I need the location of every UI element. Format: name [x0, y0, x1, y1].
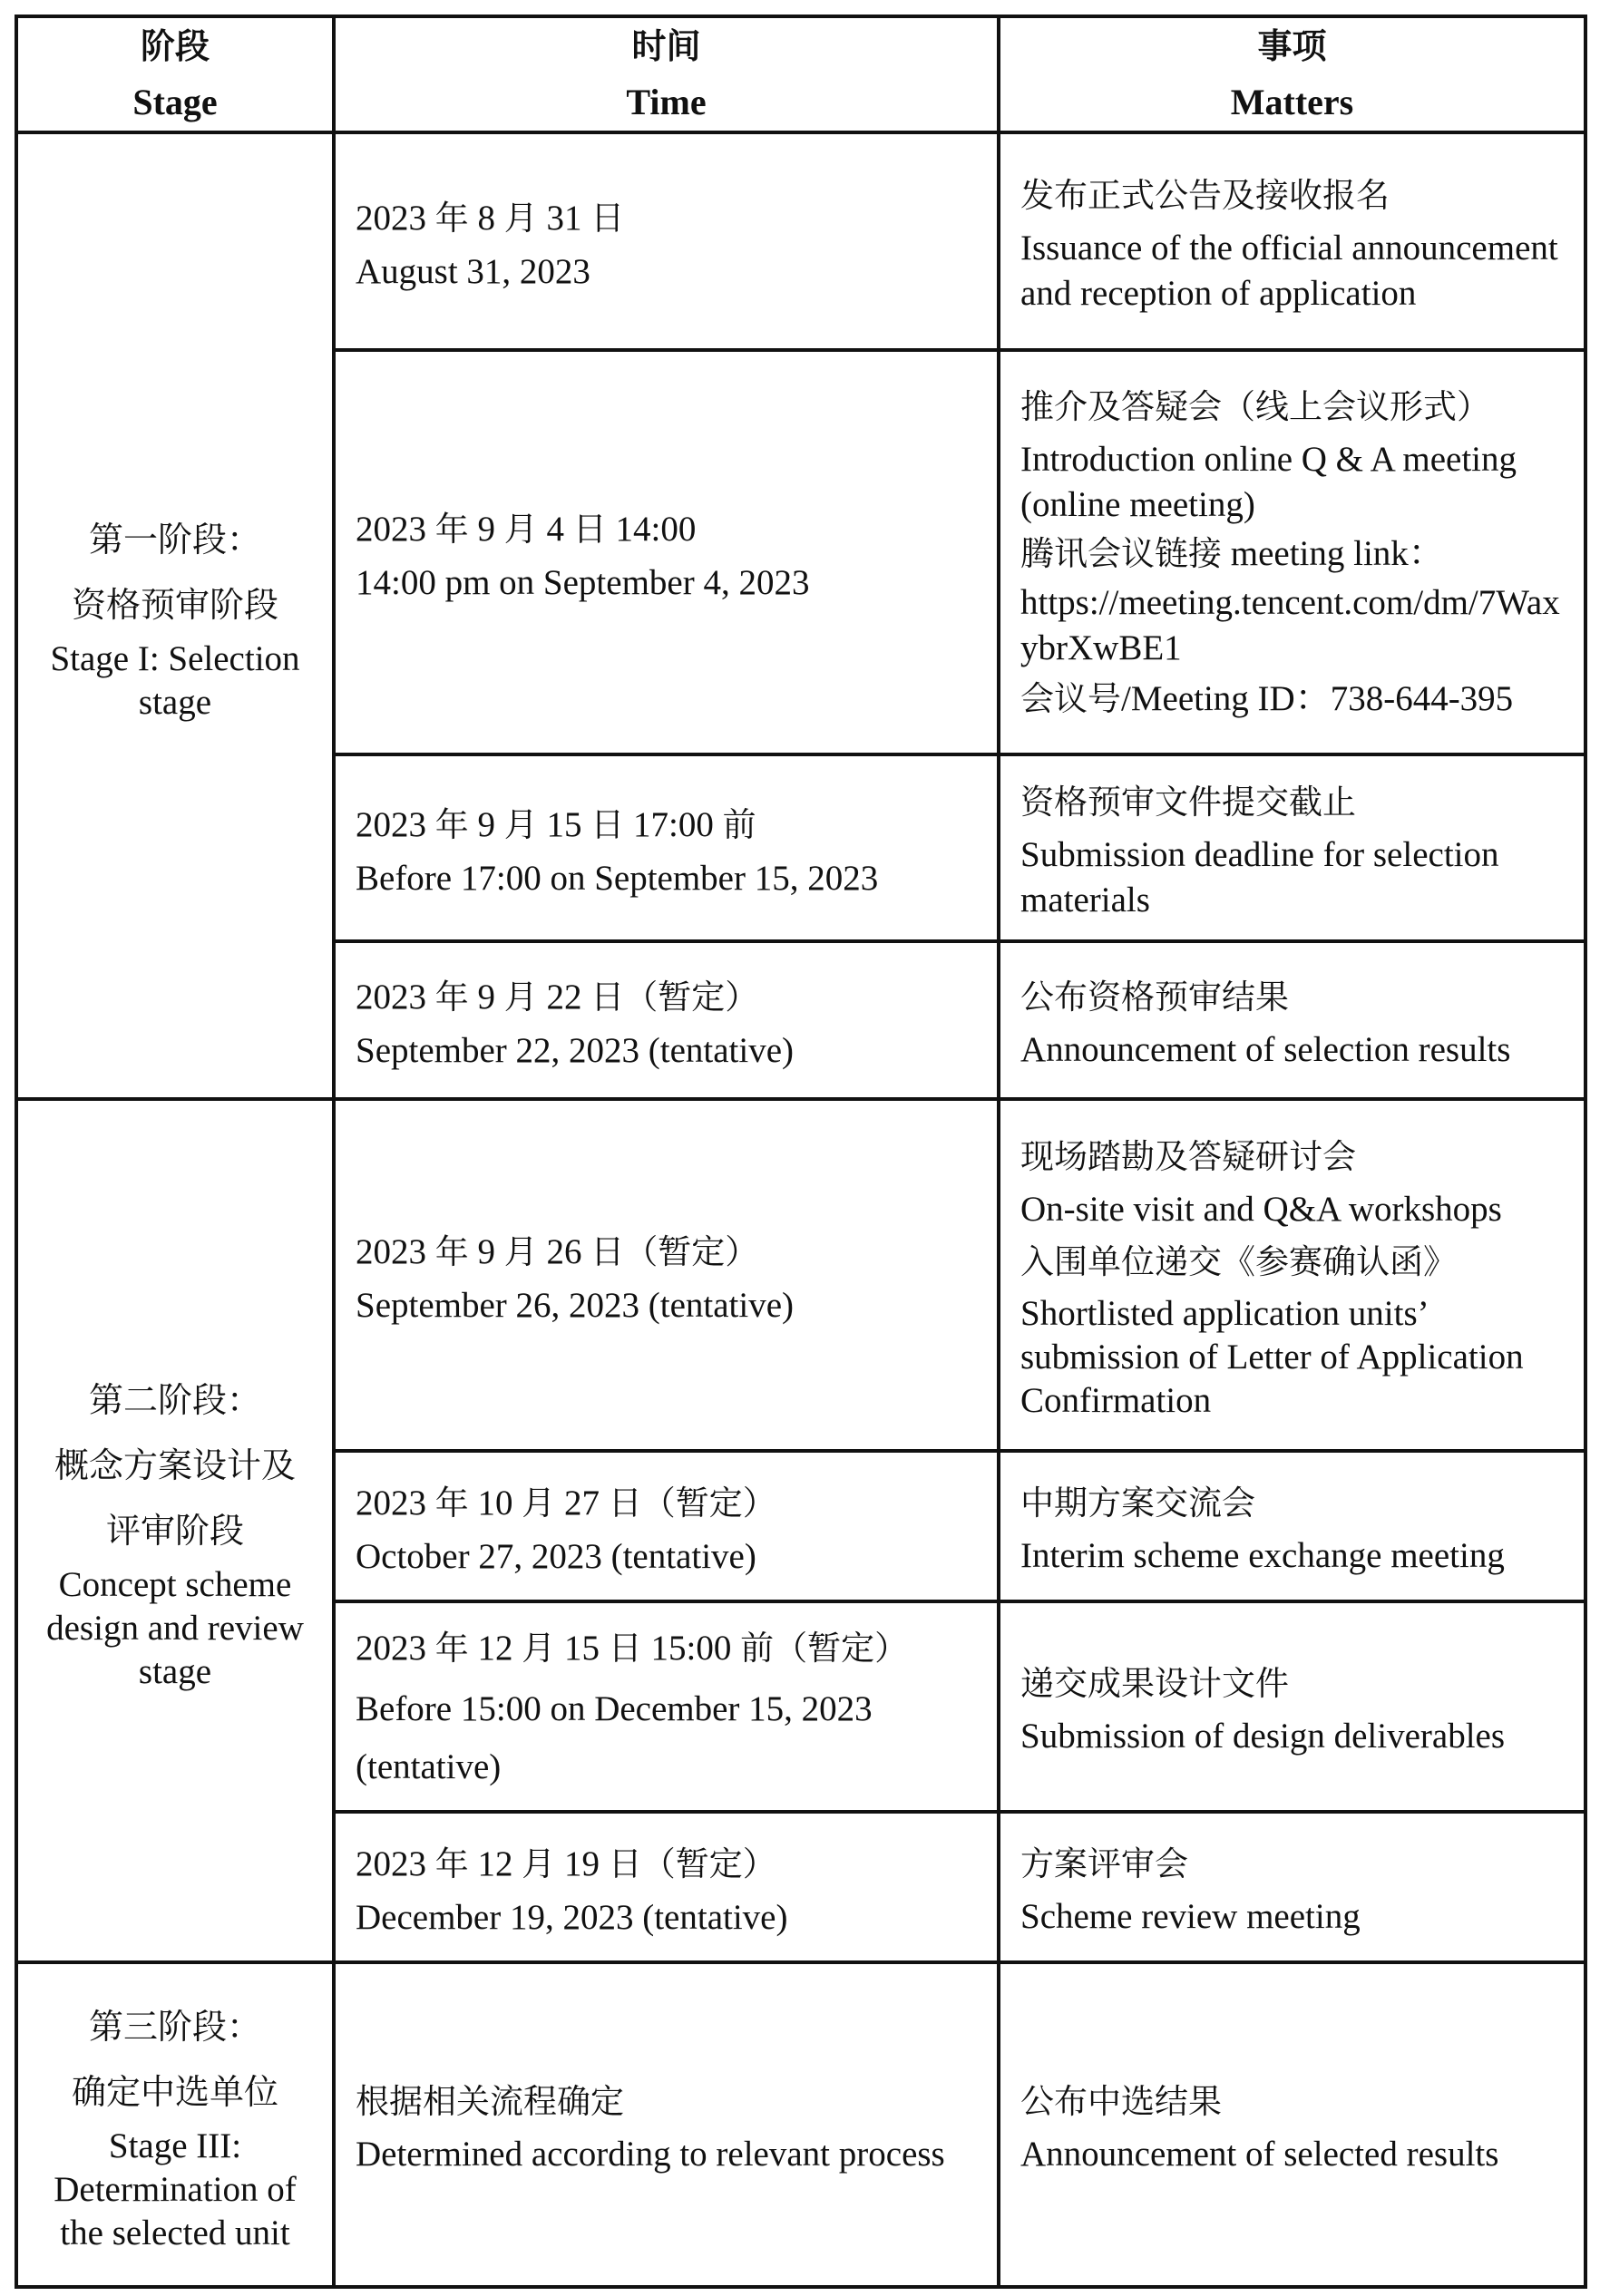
matter-cell: 现场踏勘及答疑研讨会 On-site visit and Q&A workshops 入围单位递交《参赛确认函》 Shortlisted application units’ submission of Letter of Application Confirmation [999, 1099, 1585, 1451]
matter-cell: 中期方案交流会 Interim scheme exchange meeting [999, 1451, 1585, 1601]
matter-cell: 方案评审会 Scheme review meeting [999, 1812, 1585, 1962]
meeting-link[interactable]: https://meeting.tencent.com/dm/7WaxybrXwBE1 [1020, 583, 1560, 667]
header-stage: 阶段 Stage [16, 16, 334, 132]
header-row [16, 16, 1585, 132]
header-time: 时间 Time [334, 16, 999, 132]
time-cell: 2023 年 9 月 22 日（暂定） September 22, 2023 (tentative) [334, 941, 999, 1099]
matter-cell: 推介及答疑会（线上会议形式） Introduction online Q & A meeting (online meeting) 腾讯会议链接 meeting link： https://meeting.tencent.com/dm/7WaxybrXwBE1 会议号/Meeting ID：738-644-395 [999, 350, 1585, 754]
time-cell: 根据相关流程确定 Determined according to relevant process [334, 1962, 999, 2287]
matter-cell: 公布资格预审结果 Announcement of selection results [999, 941, 1585, 1099]
schedule-table [15, 15, 1587, 2289]
matter-cell: 资格预审文件提交截止 Submission deadline for selection materials [999, 754, 1585, 941]
stage-cell-3: 第三阶段： 确定中选单位 Stage III: Determination of the selected unit [16, 1962, 334, 2287]
table-row [16, 132, 1585, 350]
header-matters: 事项 Matters [999, 16, 1585, 132]
matter-cell: 递交成果设计文件 Submission of design deliverables [999, 1601, 1585, 1812]
table-row [16, 1962, 1585, 2287]
time-cell: 2023 年 9 月 26 日（暂定） September 26, 2023 (tentative) [334, 1099, 999, 1451]
time-cell: 2023 年 12 月 19 日（暂定） December 19, 2023 (tentative) [334, 1812, 999, 1962]
time-cell: 2023 年 9 月 4 日 14:00 14:00 pm on September 4, 2023 [334, 350, 999, 754]
time-cell: 2023 年 8 月 31 日 August 31, 2023 [334, 132, 999, 350]
time-cell: 2023 年 12 月 15 日 15:00 前（暂定） Before 15:00 on December 15, 2023 (tentative) [334, 1601, 999, 1812]
table-row [16, 1099, 1585, 1451]
time-cell: 2023 年 9 月 15 日 17:00 前 Before 17:00 on September 15, 2023 [334, 754, 999, 941]
matter-cell: 发布正式公告及接收报名 Issuance of the official announcement and reception of application [999, 132, 1585, 350]
stage-cell-2: 第二阶段： 概念方案设计及 评审阶段 Concept scheme design and review stage [16, 1099, 334, 1962]
time-cell: 2023 年 10 月 27 日（暂定） October 27, 2023 (tentative) [334, 1451, 999, 1601]
matter-cell: 公布中选结果 Announcement of selected results [999, 1962, 1585, 2287]
stage-cell-1: 第一阶段： 资格预审阶段 Stage I: Selection stage [16, 132, 334, 1099]
